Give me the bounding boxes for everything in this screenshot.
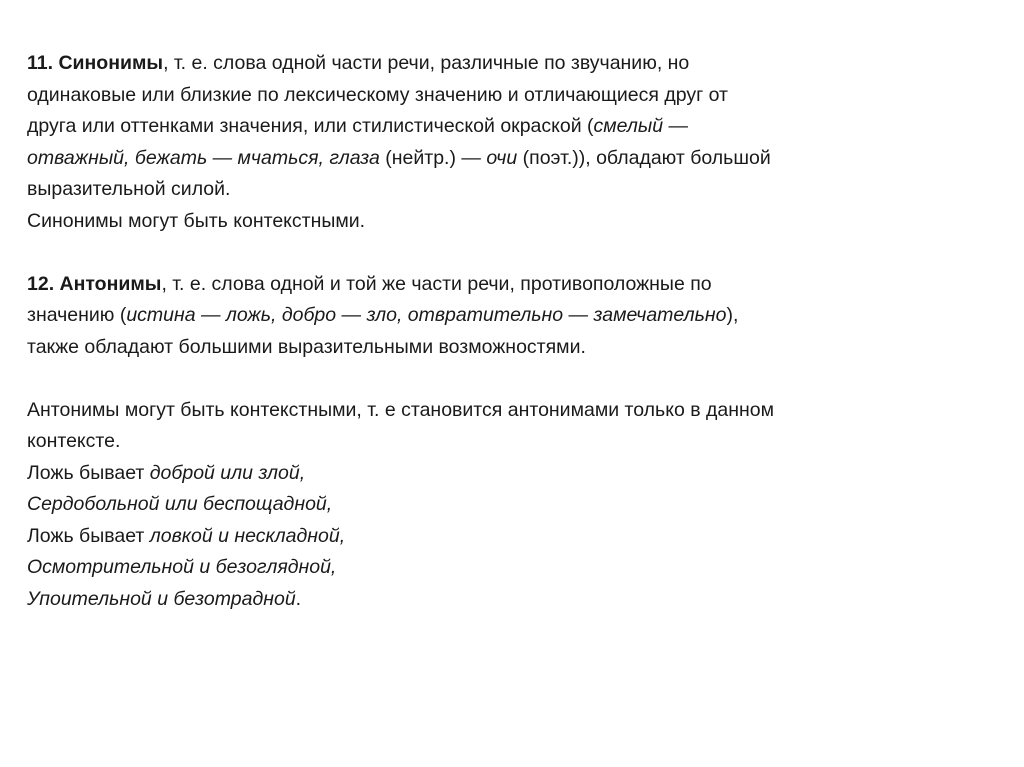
antonyms-line-1 [27,269,987,301]
paragraph-gap [27,237,987,269]
antonyms-line-2 [27,300,987,332]
poem-italic: Упоительной и безотрадной [27,587,296,610]
poem-line-5 [27,584,987,616]
poem-italic: Сердобольной или беспощадной, [27,493,333,515]
antonyms-text: , т. е. слова одной и той же части речи, противоположные по [161,272,712,295]
antonyms-line-5: контексте. [27,430,121,452]
poem-line-4 [27,552,987,584]
synonyms-line-1 [27,48,987,80]
antonyms-heading: 12. Антонимы [27,272,162,295]
poem-italic: доброй или злой, [149,461,306,484]
synonyms-example: очи [486,146,518,169]
synonyms-heading: 11. Синонимы [27,52,164,74]
poem-italic: Осмотрительной и безоглядной, [27,556,337,578]
poem-text: Ложь бывает [27,461,150,484]
synonyms-text: (нейтр.) — [379,146,487,169]
poem-text: Ложь бывает [27,524,150,547]
antonyms-text: ), [726,304,739,326]
synonyms-line-5: выразительной силой. [27,178,231,200]
antonyms-line-3: также обладают большими выразительными возможностями. [27,335,586,358]
synonyms-line-3 [27,111,987,143]
synonyms-line-6: Синонимы могут быть контекстными. [27,209,366,232]
antonyms-text: значению ( [27,304,127,326]
poem-italic: ловкой и нескладной, [149,524,346,547]
antonyms-line-4: Антонимы могут быть контекстными, т. е становится антонимами только в данном [27,398,775,421]
poem-line-3 [27,521,987,553]
synonyms-line-4 [27,143,987,175]
poem-line-1 [27,458,987,490]
poem-line-2 [27,489,987,521]
poem-text: . [295,587,302,610]
synonyms-text: друга или оттенками значения, или стилистической окраской ( [27,115,594,137]
antonyms-example: истина — ложь, добро — зло, отвратительно — замечательно [126,304,727,326]
synonyms-example: отважный, бежать — мчаться, глаза [27,146,380,169]
slide-text [27,48,987,615]
synonyms-line-2: одинаковые или близкие по лексическому значению и отличающиеся друг от [27,83,728,106]
synonyms-text: , т. е. слова одной части речи, различные по звучанию, но [163,52,690,74]
synonyms-text: (поэт.)), обладают большой [517,146,771,169]
paragraph-gap [27,363,987,395]
synonyms-example: смелый — [593,115,688,137]
